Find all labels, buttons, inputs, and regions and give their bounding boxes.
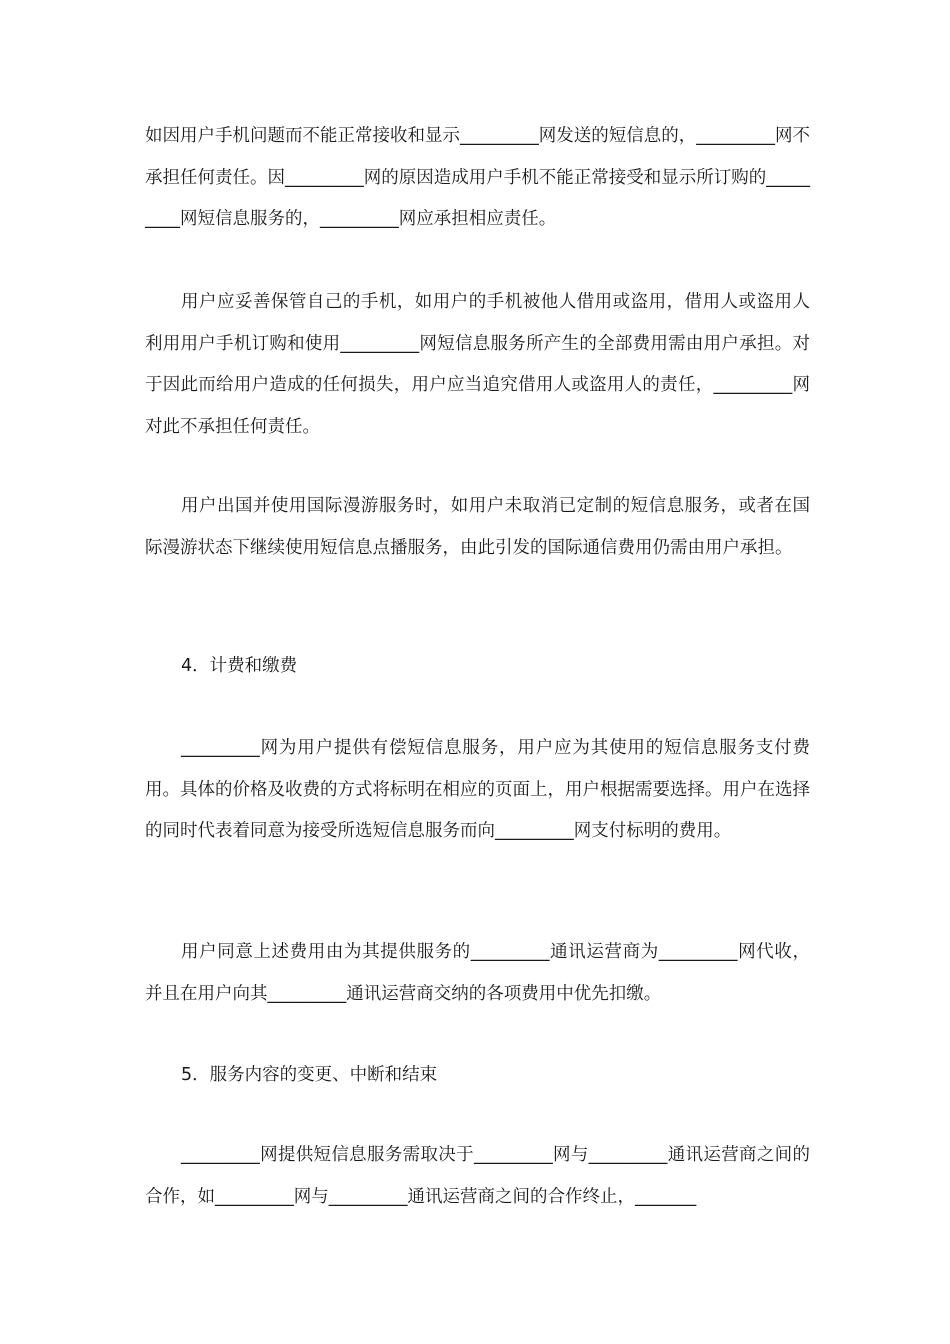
- paragraph-international-roaming: 用户出国并使用国际漫游服务时，如用户未取消已定制的短信息服务，或者在国际漫游状态下继续使用短信息点播服务，由此引发的国际通信费用仍需由用户承担。: [145, 496, 810, 558]
- paragraph-paid-service-fees: _________网为用户提供有偿短信息服务，用户应为其使用的短信息服务支付费用。具体的价格及收费的方式将标明在相应的页面上，用户根据需要选择。用户在选择的同时代表着同意为接受所选短信息服务而向_________网支付标明的费用。: [145, 738, 810, 841]
- section-heading-service-changes: 5．服务内容的变更、中断和结束: [181, 1065, 438, 1085]
- paragraph-phone-safekeeping: 用户应妥善保管自己的手机，如用户的手机被他人借用或盗用，借用人或盗用人利用用户手机订购和使用_________网短信息服务所产生的全部费用需由用户承担。对于因此而给用户造成的任何损失，用户应当追究借用人或盗用人的责任，_________网对此不承担任何责任。: [145, 292, 810, 437]
- paragraph-phone-issue-liability: 如因用户手机问题而不能正常接收和显示_________网发送的短信息的，_________网不承担任何责任。因_________网的原因造成用户手机不能正常接受和显示所订购的_________网短信息服务的，_________网应承担相应责任。: [145, 126, 810, 229]
- section-heading-billing: 4．计费和缴费: [181, 656, 298, 676]
- paragraph-fee-collection: 用户同意上述费用由为其提供服务的_________通讯运营商为_________网代收，并且在用户向其_________通讯运营商交纳的各项费用中优先扣缴。: [145, 942, 810, 1004]
- paragraph-service-cooperation: _________网提供短信息服务需取决于_________网与_________通讯运营商之间的合作，如_________网与_________通讯运营商之间的合作终止，_______: [145, 1145, 810, 1207]
